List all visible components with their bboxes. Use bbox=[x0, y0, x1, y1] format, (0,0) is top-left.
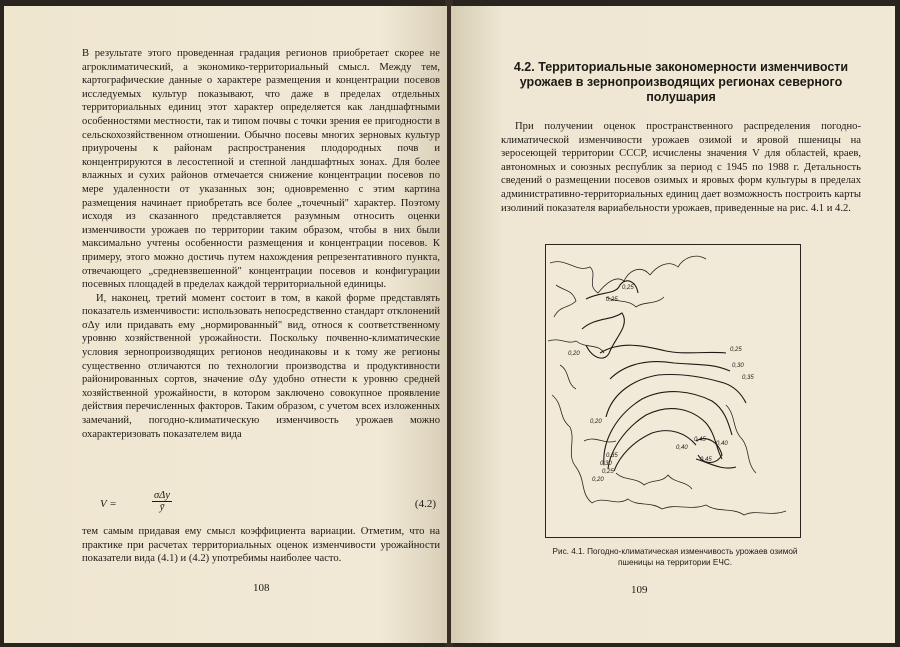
left-paragraph-2: И, наконец, третий момент состоит в том, в какой форме представлять показатель изменчивости: использовать непосредственно стандарт отклонений σΔy или придавать ему „нормированный" вид, относя к соответственному уровню хозяйственной урожайности. Поскольку почвенно-климатические условия зернопроизводящих регионов неодинаковы и к тому же регионы существенно отличаются по технологии производства и продуктивности районированных сортов, значение σΔy удобно отнести к уровню средней хозяйственной урожайности, в котором заключено совокупное проявление действия перечисленных факторов. Таким образом, с учетом всех изложенных замечаний, погодно-климатическую изменчивость урожаев можно охарактеризовать показателем вида bbox=[82, 292, 440, 440]
left-paragraph-1: В результате этого проведенная градация регионов приобретает скорее не агроклиматический, а экономико-территориальный смысл. Между тем, картографические данные о характере размещения и концентрации посевов исследуемых культур показывают, что даже в пределах отдельных территориальных единиц этот характер определяется как ландшафтными особенностями местности, так и типом почвы с точки зрения ее пригодности в сельскохозяйственном отношении. Обычно посевы многих зерновых культур приурочены к районам распространения плодородных почв и концентрируются в лесостепной и степной ландшафтных зонах. Для более влажных и сухих районов отмечается снижение концентрации посевов по мере удаленности от указанных зон; одновременно с этим картина размещения начинает приобретать все более „точечный" характер. Поэтому исходя из сказанного представляется разумным относить оценки изменчивости урожаев по территории таким образом, чтобы в них были максимально учтены особенности размещения и концентрации посевов. К примеру, этого можно достичь путем нахождения репрезентативного пункта, отвечающего „средневзвешенной" концентрации посевов и конфигурации посевных площадей в пределах каждой территориальной единицы. bbox=[82, 48, 440, 291]
iso-label-3: 0,20 bbox=[568, 351, 580, 357]
iso-label-8: 0,35 bbox=[606, 453, 618, 459]
right-paragraph-1: При получении оценок пространственного распределения погодно-климатической изменчивости урожаев озимой и яровой пшеницы на зеросеющей территории СССР, исчислены значения V для областей, краев, автономных и союзных республик за период с 1945 по 1988 г. Детальность сведений о размещении посевов озимых и яровых форм культуры в пределах административно-территориальных единиц дает возможность построить карты изолиний показателя вариабельности урожаев, приведенные на рис. 4.1 и 4.2. bbox=[501, 121, 861, 214]
isoline-map bbox=[546, 245, 800, 537]
iso-label-5: 0,30 bbox=[732, 363, 744, 369]
formula-4-2 bbox=[82, 492, 440, 522]
figure-caption: Рис. 4.1. Погодно-климатическая изменчивость урожаев озимой пшеницы на территории ЕЧС. bbox=[552, 547, 798, 567]
formula-numerator: σΔy bbox=[154, 490, 171, 501]
map-coastlines bbox=[548, 256, 786, 515]
iso-label-7: 0,20 bbox=[590, 419, 602, 425]
section-heading: 4.2. Территориальные закономерности изменчивости урожаев в зернопроизводящих регионах северного полушария bbox=[513, 60, 849, 104]
left-page-number: 108 bbox=[253, 582, 270, 594]
left-body-text bbox=[82, 47, 440, 441]
iso-label-15: 0,45 bbox=[700, 457, 712, 463]
iso-label-10: 0,25 bbox=[602, 469, 614, 475]
formula-lhs: V = bbox=[100, 498, 117, 510]
formula-number: (4.2) bbox=[414, 498, 436, 510]
figure-4-1-map bbox=[545, 244, 801, 538]
right-page-number: 109 bbox=[631, 584, 648, 596]
iso-label-11: 0,20 bbox=[592, 477, 604, 483]
iso-label-4: 0,25 bbox=[730, 347, 742, 353]
iso-label-2: 0,25 bbox=[606, 297, 618, 303]
left-page bbox=[4, 6, 447, 643]
iso-label-12: 0,40 bbox=[676, 445, 688, 451]
left-paragraph-3: тем самым придавая ему смысл коэффициента вариации. Отметим, что на практике при расчетах территориальных оценок изменчивости урожайности показатели вида (4.1) и (4.2) употребимы наиболее часто. bbox=[82, 526, 440, 565]
formula-fraction bbox=[152, 490, 172, 513]
right-body-text bbox=[501, 120, 861, 215]
right-page bbox=[451, 6, 895, 643]
formula-denominator: ȳ bbox=[159, 502, 165, 513]
iso-label-14: 0,40 bbox=[716, 441, 728, 447]
iso-label-13: 0,45 bbox=[694, 437, 706, 443]
left-after-formula bbox=[82, 525, 440, 566]
iso-label-9: 0,30 bbox=[600, 461, 612, 467]
iso-label-1: 0,25 bbox=[622, 285, 634, 291]
iso-label-6: 0,35 bbox=[742, 375, 754, 381]
